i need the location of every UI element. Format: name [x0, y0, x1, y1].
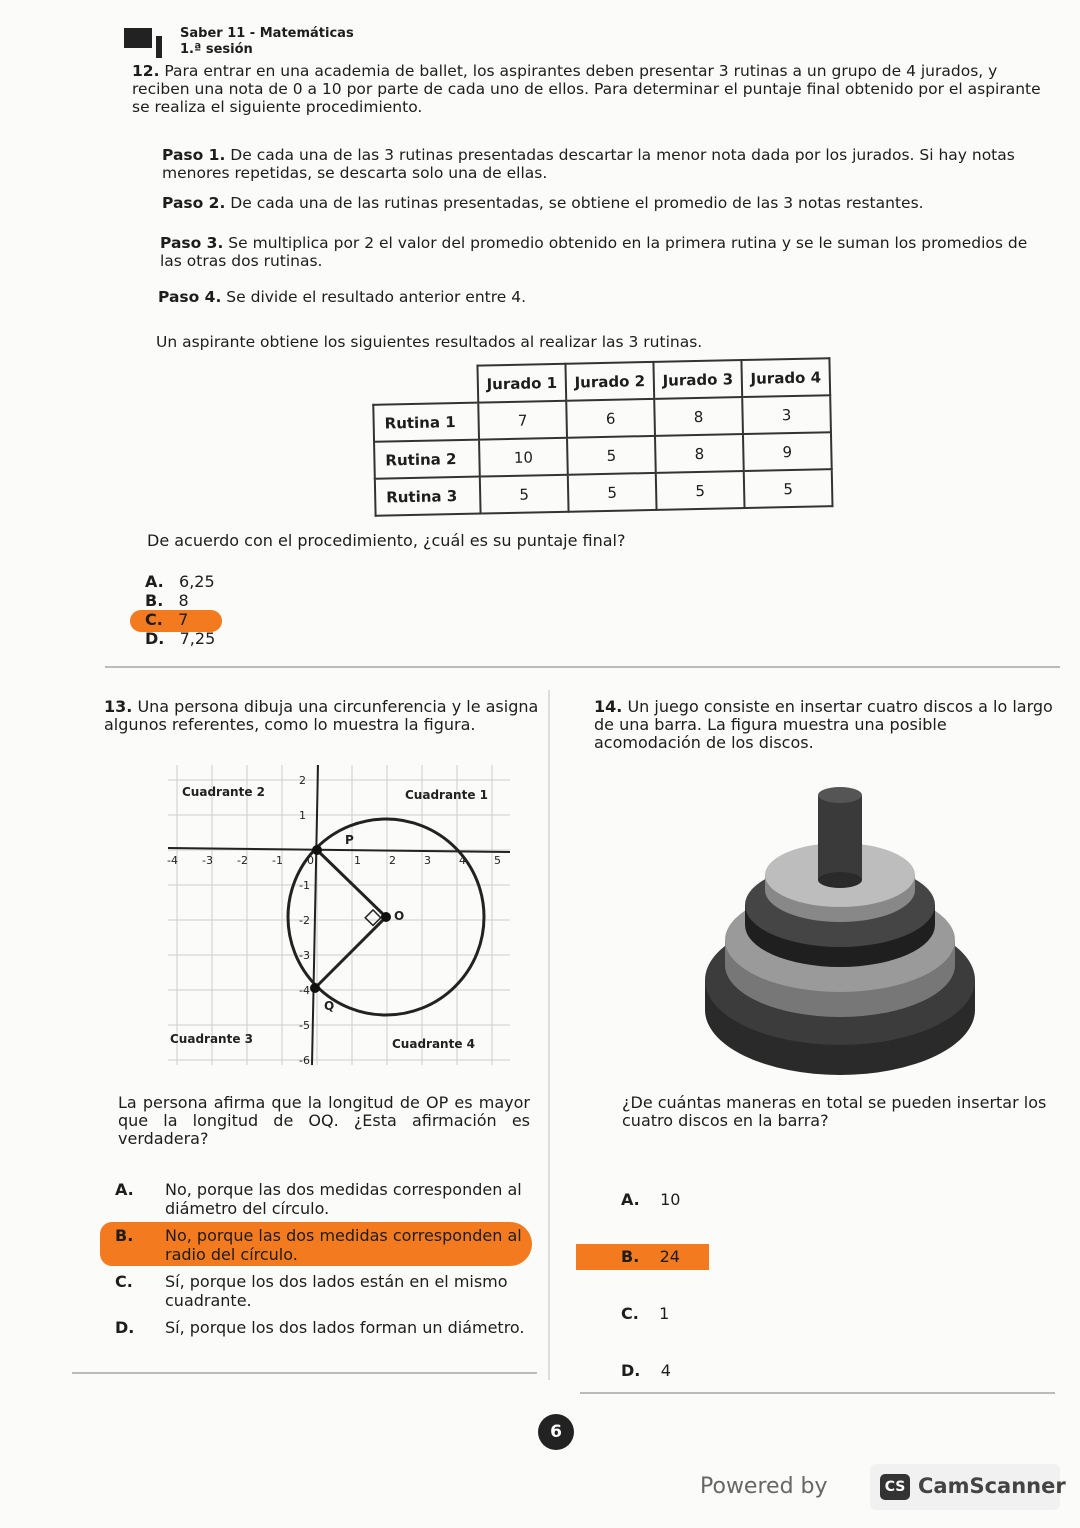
y-tick-label: -1	[299, 879, 310, 892]
x-tick-label: -4	[167, 854, 178, 867]
bar	[818, 795, 862, 880]
flag-pole-icon	[156, 36, 162, 58]
option-a[interactable]: A. 10	[621, 1190, 681, 1209]
y-tick-label: -3	[299, 949, 310, 962]
point-o	[381, 912, 391, 922]
y-tick-label: 1	[299, 809, 306, 822]
q12-table-intro: Un aspirante obtiene los siguientes resultados al realizar las 3 rutinas.	[156, 333, 703, 351]
q12-options	[145, 572, 215, 648]
q13-question: La persona afirma que la longitud de OP es mayor que la longitud de OQ. ¿Esta afirmación es verdadera?	[118, 1093, 530, 1148]
label-o: O	[394, 909, 405, 923]
divider	[105, 666, 1060, 668]
option-b[interactable]: B. 24	[621, 1247, 680, 1266]
divider	[72, 1372, 537, 1374]
scores-table	[371, 357, 833, 517]
q14-question: ¿De cuántas maneras en total se pueden insertar los cuatro discos en la barra?	[622, 1093, 1047, 1130]
label-quadrant-4: Cuadrante 4	[392, 1037, 475, 1051]
table-row: Rutina 1 7 6 8 3	[373, 395, 831, 442]
y-tick-label: 2	[299, 774, 306, 787]
q14-options	[621, 1190, 741, 1380]
x-tick-label: -3	[202, 854, 213, 867]
header-title: Saber 11 - Matemáticas	[180, 26, 354, 41]
option-b[interactable]: B. 8	[145, 591, 189, 610]
flag-icon	[124, 28, 152, 48]
column-divider	[548, 690, 550, 1380]
page-header	[180, 26, 354, 58]
point-q	[310, 983, 320, 993]
question-12-intro: 12. Para entrar en una academia de ballet, los aspirantes deben presentar 3 rutinas a un grupo de 4 jurados, y reciben una nota de 0 a 10 por parte de cada uno de ellos. Para determinar el puntaje final obtenido por el aspirante se realiza el siguiente procedimiento.	[132, 62, 1041, 116]
q12-step-1: Paso 1. De cada una de las 3 rutinas presentadas descartar la menor nota dada por los jurados. Si hay notas menores repetidas, se descarta solo una de ellas.	[162, 146, 1015, 182]
x-tick-label: 4	[459, 854, 466, 867]
page-number: 6	[538, 1414, 574, 1450]
camscanner-logo-icon: CS	[880, 1474, 910, 1500]
label-quadrant-1: Cuadrante 1	[405, 788, 488, 802]
discs-figure	[700, 780, 980, 1080]
option-c[interactable]: C. 7	[145, 610, 189, 629]
q12-step-3: Paso 3. Se multiplica por 2 el valor del promedio obtenido en la primera rutina y se le suman los promedios de las otras dos rutinas.	[160, 234, 1028, 270]
y-tick-label: -4	[299, 984, 310, 997]
table-row: Rutina 2 10 5 8 9	[374, 432, 832, 479]
label-p: P	[345, 833, 354, 847]
label-q: Q	[324, 999, 335, 1013]
question-13-intro: 13. Una persona dibuja una circunferencia y le asigna algunos referentes, como lo muestra la figura.	[104, 697, 539, 734]
camscanner-badge	[870, 1464, 1066, 1510]
x-tick-label: 2	[389, 854, 396, 867]
x-tick-label: 0	[307, 854, 314, 867]
brand-name: CamScanner	[918, 1474, 1066, 1498]
x-tick-label: 3	[424, 854, 431, 867]
option-a[interactable]: A. 6,25	[145, 572, 215, 591]
label-quadrant-3: Cuadrante 3	[170, 1032, 253, 1046]
table-row: Rutina 3 5 5 5 5	[375, 469, 833, 516]
label-quadrant-2: Cuadrante 2	[182, 785, 265, 799]
q13-options	[115, 1180, 535, 1337]
segment-oq	[315, 917, 386, 988]
option-d[interactable]: D. 7,25	[145, 629, 216, 648]
circle-figure	[160, 760, 520, 1080]
option-d[interactable]: D. 4	[621, 1361, 671, 1380]
header-session: 1.ª sesión	[180, 42, 253, 57]
y-tick-label: -6	[299, 1054, 310, 1067]
option-b[interactable]: B. No, porque las dos medidas corresponden al radio del círculo.	[115, 1226, 522, 1264]
option-c[interactable]: C. 1	[621, 1304, 670, 1323]
q12-step-2: Paso 2. De cada una de las rutinas presentadas, se obtiene el promedio de las 3 notas restantes.	[162, 194, 924, 212]
q12-question: De acuerdo con el procedimiento, ¿cuál es su puntaje final?	[147, 531, 626, 550]
x-tick-label: 5	[494, 854, 501, 867]
x-tick-label: 1	[354, 854, 361, 867]
y-tick-label: -2	[299, 914, 310, 927]
option-d[interactable]: D. Sí, porque los dos lados forman un diámetro.	[115, 1318, 525, 1337]
table-header-row: Jurado 1 Jurado 2 Jurado 3 Jurado 4	[373, 358, 831, 405]
y-tick-label: -5	[299, 1019, 310, 1032]
x-tick-label: -2	[237, 854, 248, 867]
question-14-intro: 14. Un juego consiste en insertar cuatro discos a lo largo de una barra. La figura muestra una posible acomodación de los discos.	[594, 697, 1053, 752]
option-c[interactable]: C. Sí, porque los dos lados están en el mismo cuadrante.	[115, 1272, 508, 1310]
powered-by-text: Powered by	[700, 1474, 828, 1499]
q12-step-4: Paso 4. Se divide el resultado anterior entre 4.	[158, 288, 527, 306]
option-a[interactable]: A. No, porque las dos medidas corresponden al diámetro del círculo.	[115, 1180, 522, 1218]
x-tick-label: -1	[272, 854, 283, 867]
divider	[580, 1392, 1055, 1394]
